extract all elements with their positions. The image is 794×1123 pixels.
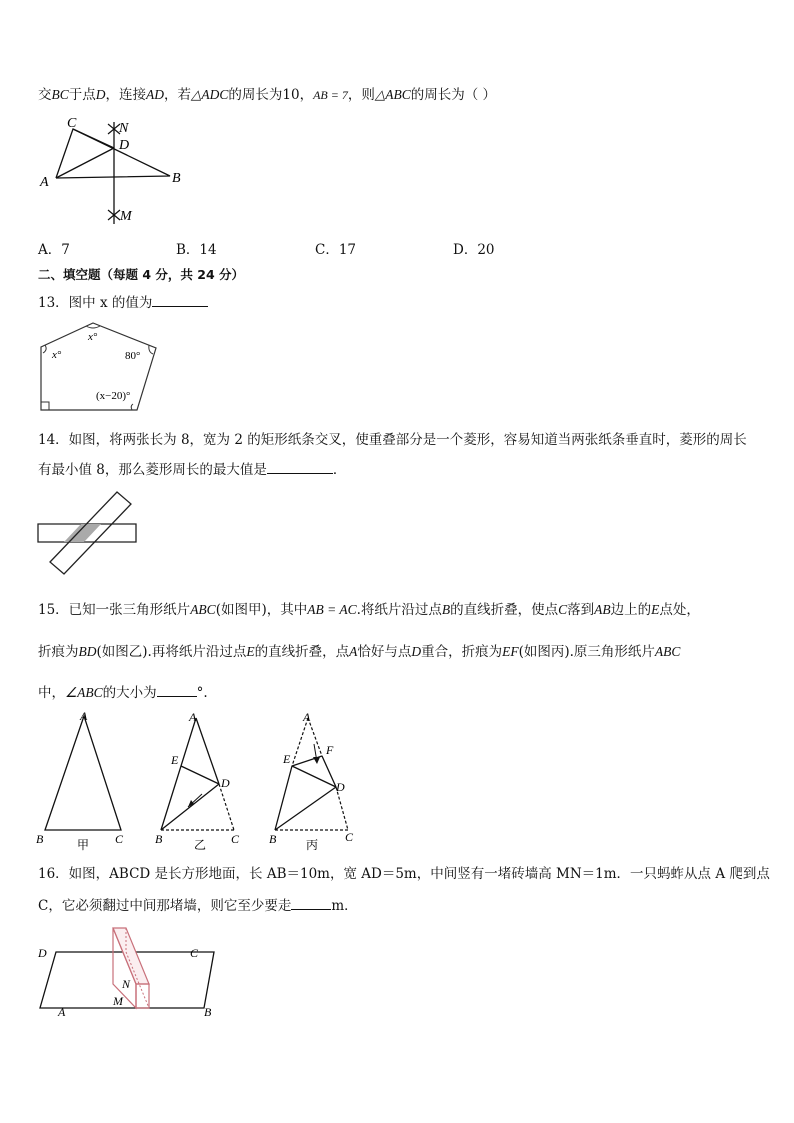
q15-yi-label-e: E — [171, 753, 179, 767]
q15-yi-label-d: D — [221, 776, 230, 790]
q15-math: EF — [502, 644, 519, 659]
q15-yi-label-b: B — [155, 832, 163, 846]
q16-label-n: N — [122, 977, 131, 991]
q12-text: ，若 — [164, 87, 192, 103]
q15-jia-label-a: A — [80, 709, 88, 723]
q12-text: ，则 — [347, 87, 375, 103]
q12-text: 交 — [38, 87, 52, 103]
q13-figure — [38, 320, 162, 412]
q12-segment — [73, 129, 114, 148]
q16-line1: 16．如图，ABCD 是长方形地面，长 AB＝10m，宽 AD＝5m，中间竖有一堵砖墙高 MN＝1m．一只蚂蚱从点 A 爬到点 — [38, 866, 770, 882]
q12-label-c: C — [67, 116, 77, 131]
q12-perimeter: 10 — [282, 87, 300, 103]
q13-text: 13．图中 x 的值为 — [38, 295, 153, 311]
q15-line3 — [38, 681, 208, 701]
q12-text: 的周长为（ ） — [410, 87, 497, 103]
q15-text: 15．已知一张三角形纸片 — [38, 602, 191, 618]
q15-text: 恰好与点 — [357, 644, 412, 660]
q14-line2 — [38, 458, 346, 478]
q15-text: (如图乙).再将纸片沿过点 — [96, 644, 247, 660]
q12-d: D — [95, 87, 106, 102]
q15-bing-fd — [322, 756, 336, 787]
q14-rhombus-overlap — [64, 524, 101, 542]
q15-bing-dashed-ae — [292, 718, 308, 766]
q12-text: ，连接 — [105, 87, 147, 103]
q15-bing-label-e: E — [283, 752, 291, 766]
q12-option-c: C．17 — [315, 242, 357, 258]
q12-label-n: N — [119, 121, 129, 136]
q12-text: 的周长为 — [228, 87, 283, 103]
q15-jia-label-b: B — [36, 832, 44, 846]
q15-math: D — [411, 644, 422, 659]
q16-label-m: M — [113, 994, 123, 1008]
q16-label-c: C — [190, 946, 199, 960]
section-title: 二、填空题（每题 4 分，共 24 分） — [38, 267, 245, 282]
q13-answer-blank[interactable] — [152, 292, 208, 307]
q15-bing-label-b: B — [269, 832, 277, 846]
q15-text: °. — [196, 685, 208, 701]
q15-math: BD — [78, 644, 97, 659]
q16-answer-blank[interactable] — [291, 895, 331, 910]
q13-label-x-top: x° — [88, 331, 98, 343]
q12-label-a: A — [40, 175, 49, 190]
q12-option-b: B．14 — [176, 242, 217, 258]
q15-caption-bing: 丙 — [306, 838, 319, 852]
q12-option-d: D．20 — [453, 242, 495, 258]
q16-label-a: A — [58, 1005, 66, 1019]
q15-line2 — [38, 640, 680, 660]
q15-math: B — [441, 602, 451, 617]
q12-label-b: B — [172, 171, 181, 186]
q15-caption-jia: 甲 — [77, 838, 90, 852]
q15-math: E — [651, 602, 660, 617]
q12-tri-adc: △ADC — [191, 87, 229, 102]
q16-label-b: B — [204, 1005, 212, 1019]
q15-jia-label-c: C — [115, 832, 124, 846]
q15-text: 点处， — [659, 602, 700, 618]
q15-caption-yi: 乙 — [194, 838, 207, 852]
q15-bing-arrowhead — [313, 757, 320, 764]
q16-line2 — [38, 894, 358, 914]
q15-math: A — [349, 644, 358, 659]
q12-tri-abc: △ABC — [374, 87, 411, 102]
q16-text: m． — [331, 898, 358, 914]
q14-text: ． — [332, 462, 347, 478]
q15-triangle-jia — [45, 716, 121, 830]
q15-text: (如图甲)，其中 — [215, 602, 308, 618]
q15-bing-ed — [292, 766, 336, 787]
q14-answer-blank[interactable] — [267, 459, 333, 474]
q12-figure — [38, 112, 198, 230]
q15-yi-dashed-dc — [219, 784, 234, 830]
q15-text: .将纸片沿过点 — [356, 602, 442, 618]
q15-math: AB = AC — [307, 602, 357, 617]
q16-text: C，它必须翻过中间那堵墙，则它至少要走 — [38, 898, 292, 914]
q15-answer-blank[interactable] — [157, 682, 197, 697]
q15-bing-label-f: F — [326, 743, 334, 757]
q13-label-expr: (x−20)° — [96, 390, 131, 402]
q15-text: 中， — [38, 685, 65, 701]
q15-text: 的直线折叠，点 — [254, 644, 350, 660]
q12-label-m: M — [120, 209, 132, 224]
q15-math: ABC — [190, 602, 216, 617]
q14-figure — [36, 490, 138, 576]
q13-arc — [86, 326, 100, 328]
q15-math: ABC — [654, 644, 681, 659]
q13-stem — [38, 291, 208, 311]
q14-line1: 14．如图，将两张长为 8，宽为 2 的矩形纸条交叉，使重叠部分是一个菱形，容易知道当两张纸条垂直时，菱形的周长 — [38, 432, 747, 448]
q13-right-angle-mark — [41, 402, 49, 410]
q15-text: 重合，折痕为 — [421, 644, 503, 660]
q13-label-x-left: x° — [52, 349, 62, 361]
q14-text: 有最小值 8，那么菱形周长的最大值是 — [38, 462, 267, 478]
q12-triangle — [56, 129, 170, 178]
q12-ad: AD — [146, 87, 165, 102]
q15-text: 折痕为 — [38, 644, 79, 660]
q15-bing-label-a: A — [303, 710, 311, 724]
q15-text: 边上的 — [610, 602, 652, 618]
q12-text: 于点 — [68, 87, 96, 103]
q15-yi-fold-bd — [161, 784, 219, 830]
q13-arc — [131, 404, 133, 410]
q16-figure — [36, 924, 220, 1020]
q15-text: (如图丙).原三角形纸片 — [518, 644, 655, 660]
q16-wall-top — [113, 928, 149, 984]
q15-math: E — [246, 644, 255, 659]
q16-label-d: D — [38, 946, 47, 960]
q12-bc: BC — [51, 87, 69, 102]
q15-yi-label-a: A — [189, 710, 197, 724]
q12-ab: AB = 7 — [313, 88, 348, 102]
q15-yi-side-ab — [161, 718, 196, 830]
q15-line1 — [38, 598, 700, 618]
q15-text: 的直线折叠，使点 — [450, 602, 559, 618]
q15-bing-label-c: C — [345, 830, 354, 844]
q12-option-a: A．7 — [38, 242, 70, 258]
q13-label-80: 80° — [125, 350, 141, 362]
q15-math: C — [558, 602, 568, 617]
q12-stem — [38, 83, 496, 103]
q12-text: ， — [299, 87, 314, 103]
q15-math: AB — [594, 602, 611, 617]
q15-math: ∠ABC — [65, 685, 103, 700]
q15-yi-label-c: C — [231, 832, 240, 846]
q15-bing-label-d: D — [336, 780, 345, 794]
q15-text: 的大小为 — [102, 685, 157, 701]
q15-figures — [34, 708, 364, 853]
q12-label-d: D — [119, 138, 130, 153]
q15-text: 落到 — [567, 602, 595, 618]
